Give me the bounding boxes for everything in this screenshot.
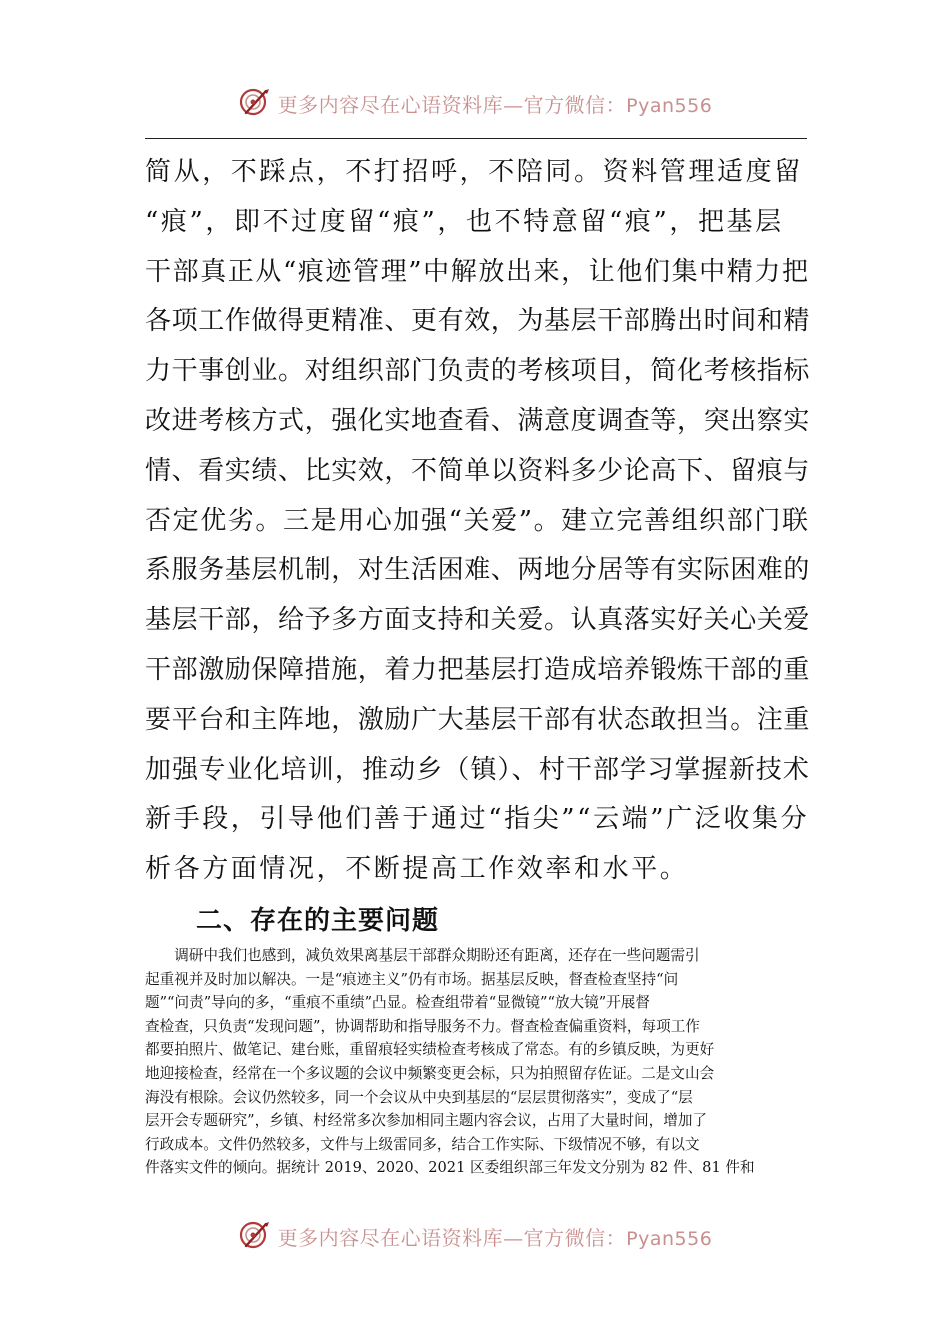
section-line: 地迎接检查，经常在一个多议题的会议中频繁变更会标，只为拍照留存佐证。二是文山会 — [145, 1064, 715, 1082]
body-paragraph — [145, 148, 810, 895]
section-line: 调研中我们也感到，减负效果离基层干部群众期盼还有距离，还存在一些问题需引 — [145, 947, 700, 964]
body-line: 系服务基层机制，对生活困难、两地分居等有实际困难的 — [145, 555, 811, 586]
body-line: 加强专业化培训，推动乡（镇）、村干部学习掌握新技术 — [145, 754, 811, 785]
header-divider — [145, 138, 807, 139]
body-line: 基层干部，给予多方面支持和关爱。认真落实好关心关爱 — [145, 605, 811, 636]
section-line: 查检查，只负责“发现问题”，协调帮助和指导服务不力。督查检查偏重资料，每项工作 — [145, 1017, 700, 1035]
body-line: 改进考核方式，强化实地查看、满意度调查等，突出察实 — [145, 405, 811, 436]
body-line: 新手段，引导他们善于通过“指尖”“云端”广泛收集分 — [145, 804, 810, 835]
footer-banner-text: 更多内容尽在心语资料库—官方微信：Pyan556 — [277, 1225, 713, 1250]
section-paragraph — [145, 944, 810, 1180]
body-line: 简从，不踩点，不打招呼，不陪同。资料管理适度留 — [145, 157, 803, 187]
logo-icon — [238, 1219, 272, 1253]
section-line: 海没有根除。会议仍然较多，同一个会议从中央到基层的“层层贯彻落实”，变成了“层 — [145, 1088, 693, 1106]
section-line: 题”“问责”导向的多，“重痕不重绩”凸显。检查组带着“显微镜”“放大镜”开展督 — [145, 994, 650, 1012]
body-line: “痕”，即不过度留“痕”，也不特意留“痕”，把基层 — [145, 206, 784, 237]
body-line: 否定优劣。三是用心加强“关爱”。建立完善组织部门联 — [145, 505, 810, 536]
footer-banner — [0, 1216, 950, 1256]
body-line: 要平台和主阵地，激励广大基层干部有状态敢担当。注重 — [145, 704, 811, 735]
logo-icon — [238, 86, 272, 120]
body-line: 干部激励保障措施，着力把基层打造成培养锻炼干部的重 — [145, 654, 811, 685]
body-line: 析各方面情况，不断提高工作效率和水平。 — [145, 854, 689, 885]
body-line: 各项工作做得更精准、更有效，为基层干部腾出时间和精 — [145, 306, 811, 337]
body-line: 力干事创业。对组织部门负责的考核项目，简化考核指标 — [145, 356, 811, 387]
section-line: 起重视并及时加以解决。一是“痕迹主义”仍有市场。据基层反映，督查检查坚持“问 — [145, 970, 679, 988]
section-line: 层开会专题研究”，乡镇、村经常多次参加相同主题内容会议，占用了大量时间，增加了 — [145, 1112, 708, 1130]
header-banner-text: 更多内容尽在心语资料库—官方微信：Pyan556 — [277, 92, 713, 117]
header-wechat-id: Pyan556 — [626, 94, 713, 117]
section-line: 件落实文件的倾向。据统计 2019、2020、2021 区委组织部三年发文分别为 82 件、81 件和 — [145, 1159, 755, 1177]
section-heading: 二、存在的主要问题 — [196, 906, 440, 936]
body-line: 干部真正从“痕迹管理”中解放出来，让他们集中精力把 — [145, 256, 810, 287]
section-line: 都要拍照片、做笔记、建台账，重留痕轻实绩检查考核成了常态。有的乡镇反映，为更好 — [145, 1041, 715, 1059]
header-banner — [0, 83, 950, 123]
section-line: 行政成本。文件仍然较多，文件与上级雷同多，结合工作实际、下级情况不够，有以文 — [145, 1135, 700, 1153]
footer-wechat-id: Pyan556 — [626, 1227, 713, 1250]
body-line: 情、看实绩、比实效，不简单以资料多少论高下、留痕与 — [145, 455, 811, 486]
